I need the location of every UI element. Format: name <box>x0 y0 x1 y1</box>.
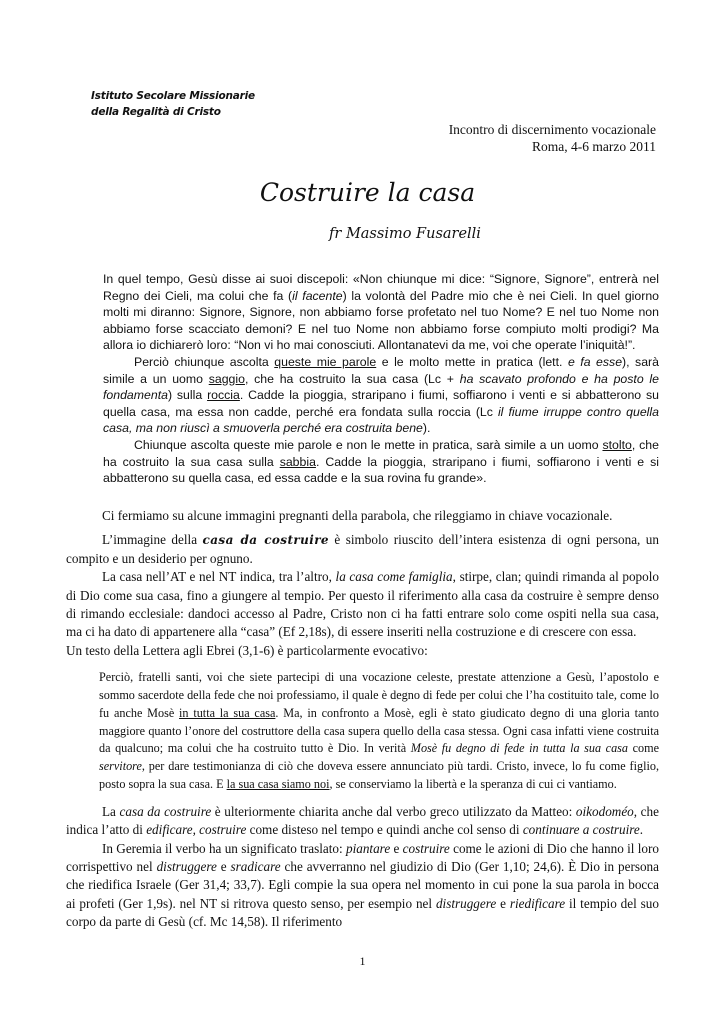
event-title: Incontro di discernimento vocazionale <box>448 122 656 137</box>
italic-run: sradicare <box>230 859 281 875</box>
italic-run: continuare a costruire <box>522 822 640 838</box>
text-run: . <box>639 822 644 838</box>
text-run: In quel tempo, Gesù disse ai suoi discepoli: «Non chiunque mi dice: “Signore, Signore”, entrerà nel Regno dei Cieli, ma colui che fa ( <box>103 272 659 303</box>
italic-run: riedificare <box>509 895 566 911</box>
text-run: In Geremia il verbo ha un significato traslato: <box>102 840 346 856</box>
body-paragraph-1: Ci fermiamo su alcune immagini pregnanti della parabola, che rileggiamo in chiave vocazionale. <box>102 508 613 523</box>
body-paragraph-2 <box>66 531 659 568</box>
text-run: ). <box>422 421 431 436</box>
text-run: , che indica l’atto di <box>66 803 659 838</box>
text-run: La casa nell’AT e nel NT indica, tra l’altro, <box>102 569 336 585</box>
emphasis-run: casa da costruire <box>202 533 329 548</box>
block-quote <box>99 669 659 794</box>
text-run: e <box>390 840 403 856</box>
institute-line-2: della Regalità di Cristo <box>91 106 221 118</box>
gospel-paragraph-3 <box>103 437 659 487</box>
gospel-paragraph-2 <box>103 354 659 437</box>
text-run: , se conserviamo la libertà e la speranza di cui ci vantiamo. <box>329 777 617 792</box>
italic-run: servitore <box>99 759 142 774</box>
text-run: che avverranno nel giudizio di Dio (Ger 1,10; 24,6). È Dio in persona che riedifica Israele (Ger 31,4; 33,7). Egli compie la sua opera nel momento in cui pone la sua parola in bocca ai profeti (Ger 1,9s). nel NT si ritrova questo senso, per esempio nel <box>66 859 660 911</box>
gospel-passage <box>103 271 659 487</box>
text-run: il tempio del suo corpo da parte di Gesù (cf. Mc 14,58). Il riferimento <box>66 895 659 930</box>
text-run: ) la volontà del Padre mio che è nei Cieli. In quel giorno molti mi diranno: Signore, Signore, non abbiamo forse profetato nel tuo Nome? E nel tuo Nome non abbiamo forse scacciato demoni? E nel tuo Nome non abbiamo forse compiuto molti prodigi? Ma allora io dichiarerò loro: “Non vi ho mai conosciuti. Allontanatevi da me, voi che operate l’iniquità!”. <box>103 288 659 353</box>
italic-run: ha scavato profondo e ha posto le fondamenta <box>103 371 659 403</box>
underlined-run: la sua casa siamo noi <box>226 777 330 792</box>
text-run: e le molto mette in pratica (lett. <box>376 354 568 369</box>
body-paragraph-6 <box>66 840 659 932</box>
underlined-run: queste mie parole <box>274 354 377 369</box>
text-run: L’immagine della <box>102 532 203 548</box>
italic-run: distruggere <box>435 895 497 911</box>
body-paragraph-3 <box>66 568 659 642</box>
institute-line-1: Istituto Secolare Missionarie <box>91 90 255 102</box>
text-run: come disteso nel tempo e quindi anche col senso di <box>246 822 523 838</box>
text-run: come <box>628 741 659 756</box>
page-number: 1 <box>359 954 366 968</box>
underlined-run: roccia <box>207 388 240 403</box>
body-paragraph-5 <box>66 803 659 840</box>
document-body <box>66 507 659 932</box>
author-name: fr Massimo Fusarelli <box>329 226 481 242</box>
body-paragraph-4: Un testo della Lettera agli Ebrei (3,1-6) è particolarmente evocativo: <box>66 642 428 658</box>
italic-run: piantare <box>345 840 391 856</box>
text-run: . Ma, in confronto a Mosè, egli è stato giudicato degno di una gloria tanto maggiore quanto l’onore del costruttore della casa supera quello della casa stessa. Ogni casa infatti viene costruita da qualcuno; ma colui che ha costruito tutto è Dio. In verità <box>99 705 659 756</box>
text-run: come le azioni di Dio che hanno il loro corrispettivo nel <box>66 840 659 875</box>
institute-name <box>91 88 255 120</box>
text-run: , stirpe, clan; quindi rimanda al popolo di Dio come sua casa, fino a giungere al tempio. Per questo il riferimento alla casa da costruire è sempre denso di rimando ecclesiale: dandoci accesso al Padre, Cristo non ci ha fatti entrare solo come ospiti nella sua casa, ma ci ha dato di appartenere alla “casa” (Ef 2,18s), di essere inseriti nella costruzione e di crescere con essa. <box>66 569 659 640</box>
italic-run: costruire <box>402 840 450 856</box>
gospel-paragraph-1 <box>103 271 659 354</box>
italic-run: la casa come famiglia <box>335 569 453 585</box>
underlined-run: sabbia <box>279 454 316 469</box>
event-info <box>449 121 656 155</box>
italic-run: e fa esse <box>567 354 623 369</box>
italic-run: Mosè fu degno di fede in tutta la sua casa <box>410 741 629 756</box>
underlined-run: saggio <box>208 371 245 386</box>
text-run: è simbolo riuscito dell’intera esistenza di ogni persona, un compito e un desiderio per ognuno. <box>66 532 659 566</box>
underlined-run: in tutta la sua casa <box>179 705 276 720</box>
text-run: , per dare testimonianza di ciò che doveva essere annunciato più tardi. Cristo, invece, lo fu come figlio, posto sopra la sua casa. E <box>99 759 659 792</box>
text-run: e <box>496 895 510 911</box>
text-run: ), sarà simile a un uomo <box>103 354 659 386</box>
text-run: . Cadde la pioggia, straripano i fiumi, soffiarono i venti e si abbatterono su quella casa, ed essa cadde e la sua rovina fu grande». <box>103 454 659 486</box>
italic-run: distruggere <box>156 859 217 875</box>
document-title: Costruire la casa <box>259 178 476 207</box>
text-run: . Cadde la pioggia, straripano i fiumi, soffiarono i venti e si abbatterono su quella casa, ma essa non cadde, perché era fondata sulla roccia (Lc <box>103 388 659 419</box>
text-run: , che ha costruito la sua casa (Lc + <box>244 371 460 386</box>
italic-run: il facente <box>292 288 343 303</box>
text-run: Perciò chiunque ascolta <box>134 354 275 369</box>
text-run: La <box>102 803 120 819</box>
italic-run: casa da costruire <box>119 803 212 819</box>
text-run: Perciò, fratelli santi, voi che siete partecipi di una vocazione celeste, prestate attenzione a Gesù, l’apostolo e sommo sacerdote della fede che noi professiamo, il quale è degno di fede per colui che l’ha costituito tale, come lo fu anche Mosè <box>99 670 659 720</box>
text-run: e <box>216 859 231 875</box>
underlined-run: stolto <box>602 437 632 452</box>
italic-run: oikodoméo <box>575 803 634 819</box>
quote-paragraph <box>99 669 659 794</box>
text-run: Chiunque ascolta queste mie parole e non le mette in pratica, sarà simile a un uomo <box>134 437 603 452</box>
text-run: ) sulla <box>167 388 208 403</box>
event-date: Roma, 4-6 marzo 2011 <box>532 139 656 154</box>
italic-run: il fiume irruppe contro quella casa, ma non riuscì a smuoverla perché era costruita bene <box>103 404 659 436</box>
italic-run: edificare, costruire <box>146 822 247 838</box>
text-run: è ulteriormente chiarita anche dal verbo greco utilizzato da Matteo: <box>211 803 576 819</box>
text-run: , che ha costruito la sua casa sulla <box>103 437 659 469</box>
